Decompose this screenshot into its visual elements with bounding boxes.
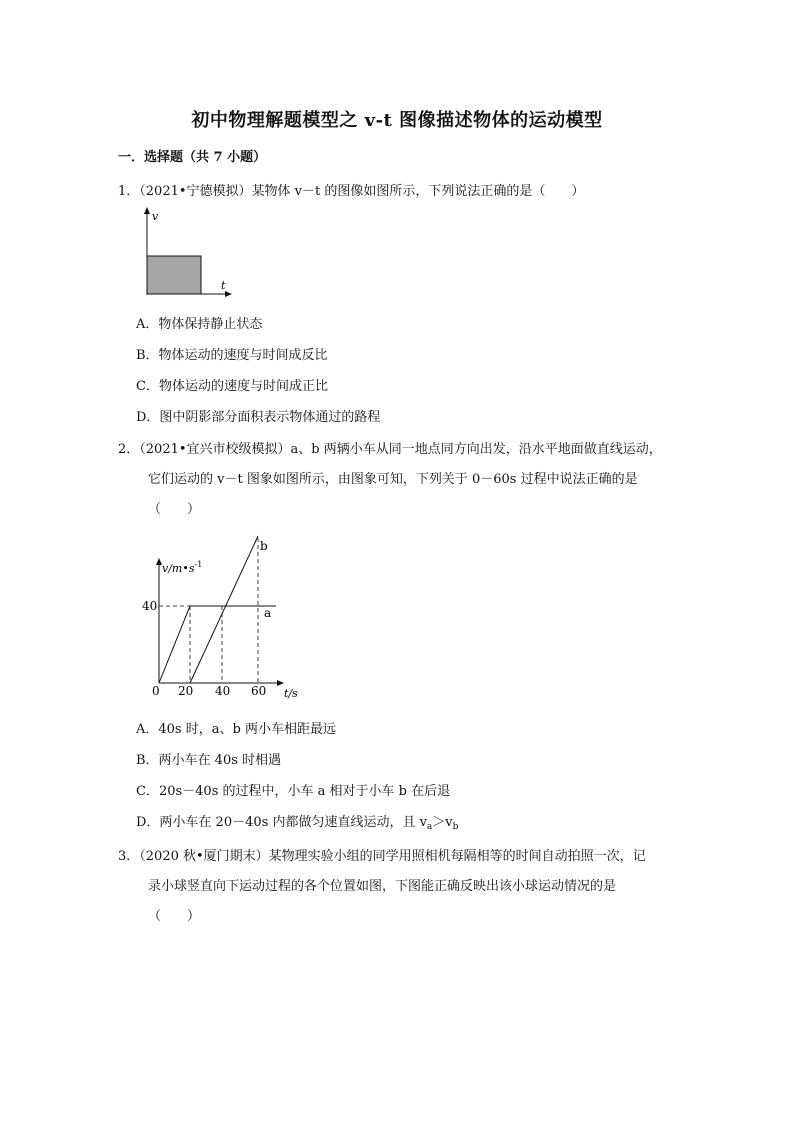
q2-option-c[interactable]: C．20s－40s 的过程中，小车 a 相对于小车 b 在后退 bbox=[136, 784, 451, 799]
question-1-text: （2021•宁德模拟）某物体 v－t 的图像如图所示，下列说法正确的是（ ） bbox=[139, 184, 585, 199]
q2-y-label bbox=[162, 560, 202, 575]
q2-line-b-label: b bbox=[260, 539, 268, 553]
section-heading: 一．选择题（共 7 小题） bbox=[118, 150, 267, 165]
q2-line-b bbox=[190, 536, 258, 683]
q2-x-tick-40: 40 bbox=[215, 684, 231, 698]
q2-option-b[interactable]: B．两小车在 40s 时相遇 bbox=[136, 753, 282, 768]
q1-x-label: t bbox=[221, 279, 226, 292]
question-1-vt-graph bbox=[138, 205, 238, 300]
q1-shaded-area bbox=[147, 256, 201, 294]
q1-y-arrow bbox=[144, 207, 150, 214]
q2-line-a bbox=[159, 606, 276, 683]
q1-option-a[interactable]: A．物体保持静止状态 bbox=[136, 317, 263, 332]
q2-option-d-sub-a: a bbox=[426, 822, 433, 832]
q2-option-d-text: D．两小车在 20－40s 内都做匀速直线运动，且 v bbox=[136, 815, 427, 830]
q2-line-a-label: a bbox=[264, 606, 272, 620]
q2-x-label: t/s bbox=[284, 687, 298, 700]
q1-option-b[interactable]: B．物体运动的速度与时间成反比 bbox=[136, 348, 328, 363]
q2-x-arrow bbox=[277, 680, 284, 686]
question-3-stem-line-2: 录小球竖直向下运动过程的各个位置如图，下图能正确反映出该小球运动情况的是 bbox=[148, 879, 617, 894]
question-2-stem-line-1 bbox=[118, 438, 662, 457]
page-title: 初中物理解题模型之 v-t 图像描述物体的运动模型 bbox=[191, 110, 603, 131]
q1-y-label: v bbox=[152, 210, 159, 223]
q2-x-tick-0: 0 bbox=[152, 684, 160, 698]
question-2-text-1: （2021•宜兴市校级模拟）a、b 两辆小车从同一地点同方向出发，沿水平地面做直线运动， bbox=[139, 442, 662, 457]
q2-option-d-gt: ＞v bbox=[432, 815, 453, 830]
question-1-stem bbox=[118, 180, 584, 199]
question-3-stem-line-3: （ ） bbox=[148, 909, 201, 924]
q1-x-arrow bbox=[225, 291, 232, 297]
q2-x-tick-20: 20 bbox=[178, 684, 194, 698]
q2-x-tick-60: 60 bbox=[251, 684, 267, 698]
q2-option-d-sub-b: b bbox=[452, 822, 459, 832]
question-1-number: 1． bbox=[118, 184, 140, 199]
question-2-stem-line-2: 它们运动的 v－t 图象如图所示，由图象可知，下列关于 0－60s 过程中说法正确的是 bbox=[148, 472, 638, 487]
q1-option-d[interactable]: D．图中阴影部分面积表示物体通过的路程 bbox=[136, 410, 381, 425]
question-2-vt-graph bbox=[140, 532, 310, 704]
question-2-stem-line-3: （ ） bbox=[148, 502, 201, 517]
question-3-text-1: （2020 秋•厦门期末）某物理实验小组的同学用照相机每隔相等的时间自动拍照一次，记 bbox=[139, 849, 646, 864]
q2-option-d[interactable] bbox=[136, 811, 458, 832]
q2-y-tick-40: 40 bbox=[142, 599, 158, 613]
question-3-number: 3． bbox=[118, 849, 140, 864]
question-2-number: 2． bbox=[118, 442, 140, 457]
q2-y-label-text: v/m•s bbox=[162, 562, 195, 575]
q2-option-a[interactable]: A．40s 时，a、b 两小车相距最远 bbox=[136, 722, 336, 737]
q2-y-label-exp: -1 bbox=[194, 560, 203, 569]
q1-option-c[interactable]: C．物体运动的速度与时间成正比 bbox=[136, 379, 328, 394]
question-3-stem-line-1 bbox=[118, 845, 646, 864]
